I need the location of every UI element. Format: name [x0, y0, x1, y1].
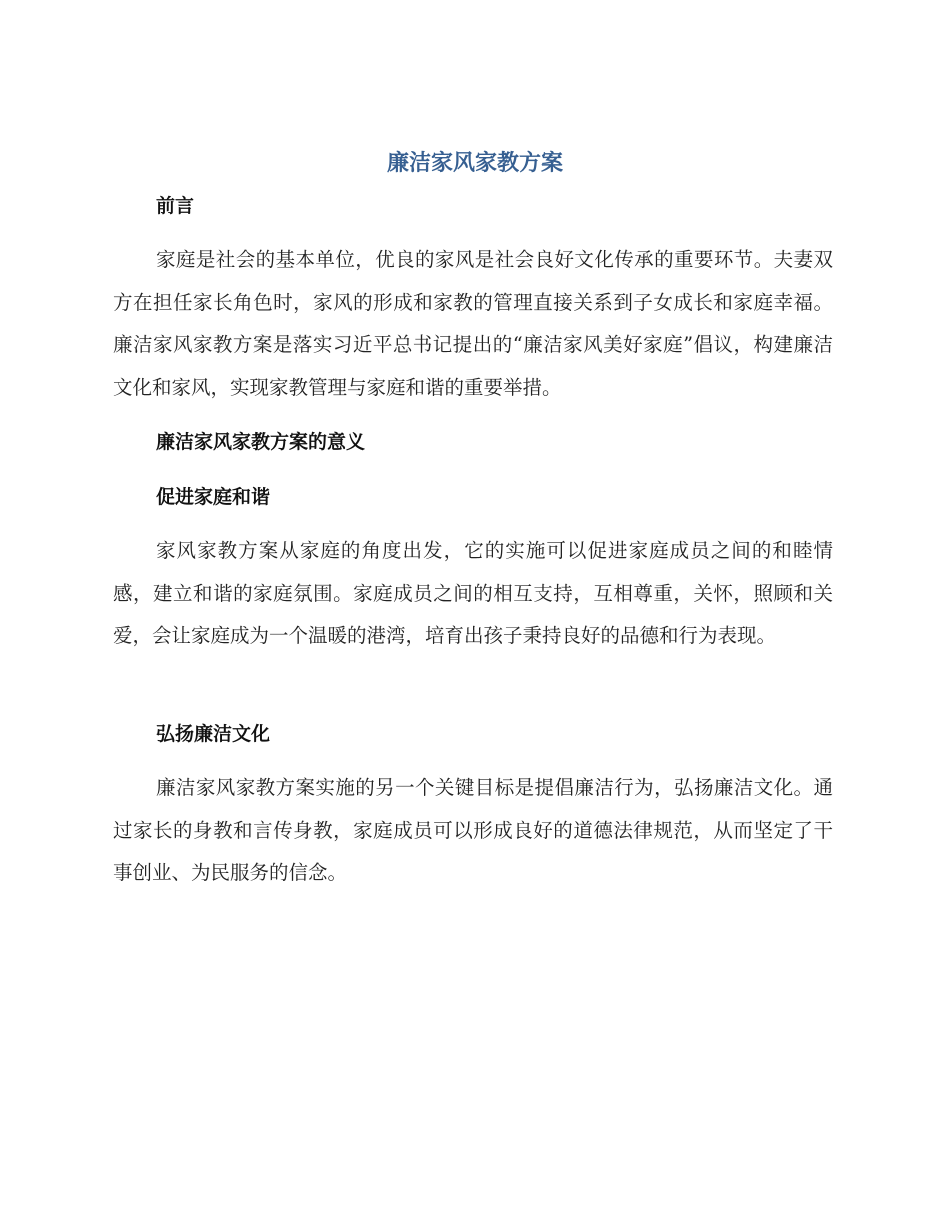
document-title: 廉洁家风家教方案: [386, 151, 563, 176]
section-heading-preface: 前言: [156, 195, 195, 217]
paragraph-integrity-culture: 廉洁家风家教方案实施的另一个关键目标是提倡廉洁行为，弘扬廉洁文化。通过家长的身教和言传身教，家庭成员可以形成良好的道德法律规范，从而坚定了干事创业、为民服务的信念。: [113, 776, 833, 884]
section-heading-integrity-culture: 弘扬廉洁文化: [156, 723, 271, 745]
paragraph-preface: 家庭是社会的基本单位，优良的家风是社会良好文化传承的重要环节。夫妻双方在担任家长角色时，家风的形成和家教的管理直接关系到子女成长和家庭幸福。廉洁家风家教方案是落实习近平总书记提出的“廉洁家风美好家庭”倡议，构建廉洁文化和家风，实现家教管理与家庭和谐的重要举措。: [113, 248, 833, 399]
paragraph-family-harmony: 家风家教方案从家庭的角度出发，它的实施可以促进家庭成员之间的和睦情感，建立和谐的家庭氛围。家庭成员之间的相互支持，互相尊重，关怀，照顾和关爱，会让家庭成为一个温暖的港湾，培育出孩子秉持良好的品德和行为表现。: [113, 539, 833, 647]
section-heading-family-harmony: 促进家庭和谐: [156, 486, 271, 508]
section-heading-significance: 廉洁家风家教方案的意义: [156, 431, 366, 453]
